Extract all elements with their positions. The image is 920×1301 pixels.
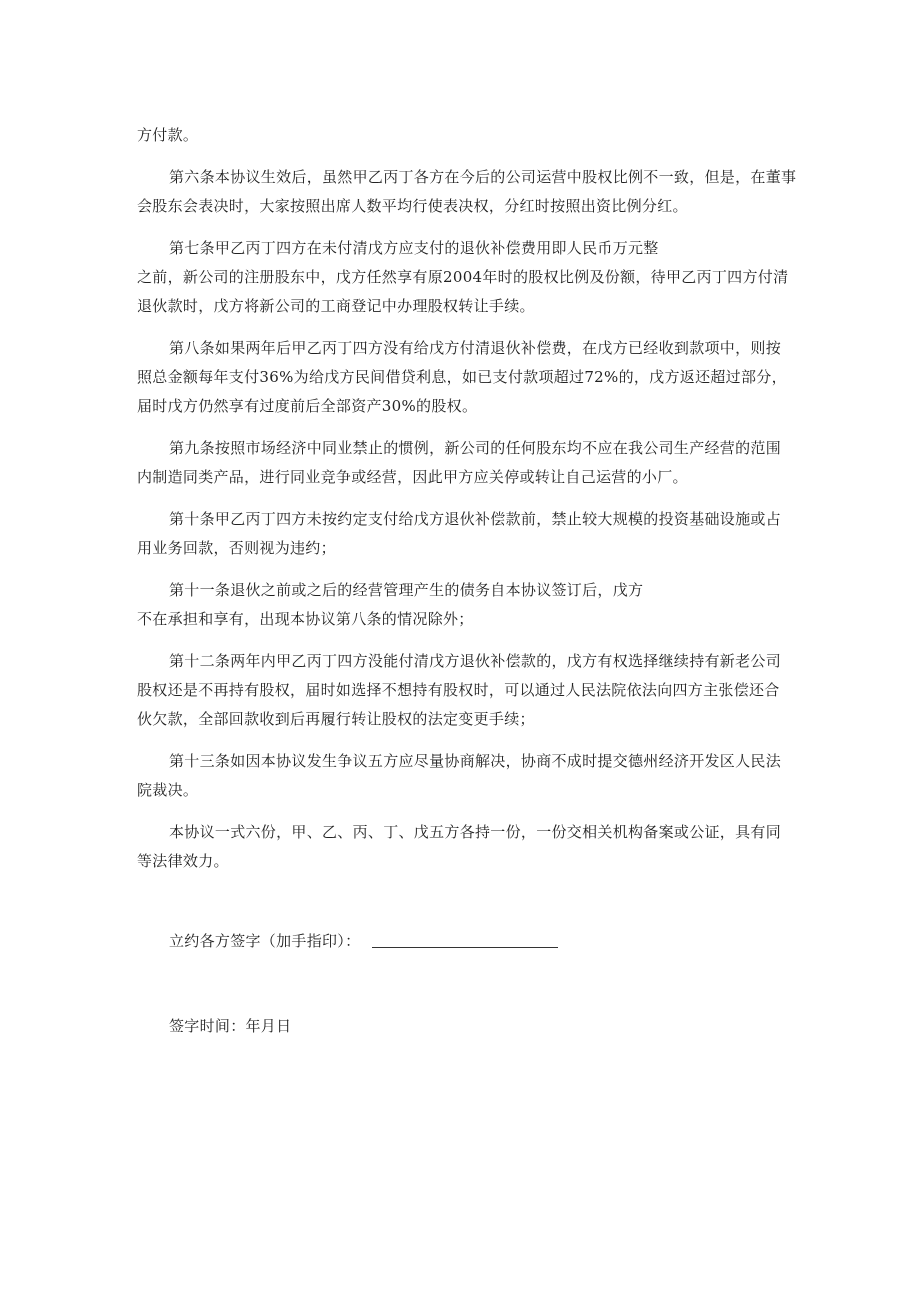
text-line: 第九条按照市场经济中同业禁止的惯例，新公司的任何股东均不应在我公司生产经营的范围: [169, 439, 782, 457]
signature-date: 签字时间：年月日: [169, 1017, 292, 1035]
text-line: 等法律效力。: [137, 852, 229, 870]
text-line: 第六条本协议生效后，虽然甲乙丙丁各方在今后的公司运营中股权比例不一致，但是，在董事: [169, 168, 797, 186]
signature-line: [372, 947, 558, 948]
text-line: 第十一条退伙之前或之后的经营管理产生的债务自本协议签订后，戊方: [169, 581, 644, 599]
text-line: 方付款。: [137, 126, 199, 144]
text-line: 伙欠款，全部回款收到后再履行转让股权的法定变更手续；: [137, 710, 535, 728]
text-line: 用业务回款，否则视为违约；: [137, 539, 336, 557]
text-line: 第十条甲乙丙丁四方未按约定支付给戊方退伙补偿款前，禁止较大规模的投资基础设施或占: [169, 510, 782, 528]
text-line: 之前，新公司的注册股东中，戊方任然享有原2004年时的股权比例及份额，待甲乙丙丁四方付清: [137, 268, 789, 286]
signature-label: 立约各方签字（加手指印）：: [169, 932, 361, 950]
text-line: 第十二条两年内甲乙丙丁四方没能付清戊方退伙补偿款的，戊方有权选择继续持有新老公司: [169, 652, 782, 670]
text-line: 不在承担和享有，出现本协议第八条的情况除外；: [137, 610, 474, 628]
text-line: 照总金额每年支付36%为给戊方民间借贷利息，如已支付款项超过72%的，戊方返还超过部分，: [137, 368, 787, 386]
text-line: 股权还是不再持有股权，届时如选择不想持有股权时，可以通过人民法院依法向四方主张偿还合: [137, 681, 780, 699]
text-line: 届时戊方仍然享有过度前后全部资产30%的股权。: [137, 397, 478, 415]
text-line: 第十三条如因本协议发生争议五方应尽量协商解决，协商不成时提交德州经济开发区人民法: [169, 752, 782, 770]
text-line: 本协议一式六份，甲、乙、丙、丁、戊五方各持一份，一份交相关机构备案或公证，具有同: [169, 823, 782, 841]
text-line: 第七条甲乙丙丁四方在未付清戊方应支付的退伙补偿费用即人民币万元整: [169, 239, 659, 257]
text-line: 第八条如果两年后甲乙丙丁四方没有给戊方付清退伙补偿费，在戊方已经收到款项中，则按: [169, 339, 782, 357]
text-line: 退伙款时，戊方将新公司的工商登记中办理股权转让手续。: [137, 297, 535, 315]
text-line: 内制造同类产品，进行同业竞争或经营，因此甲方应关停或转让自己运营的小厂。: [137, 468, 688, 486]
text-line: 会股东会表决时，大家按照出席人数平均行使表决权，分红时按照出资比例分红。: [137, 197, 688, 215]
text-line: 院裁决。: [137, 781, 199, 799]
